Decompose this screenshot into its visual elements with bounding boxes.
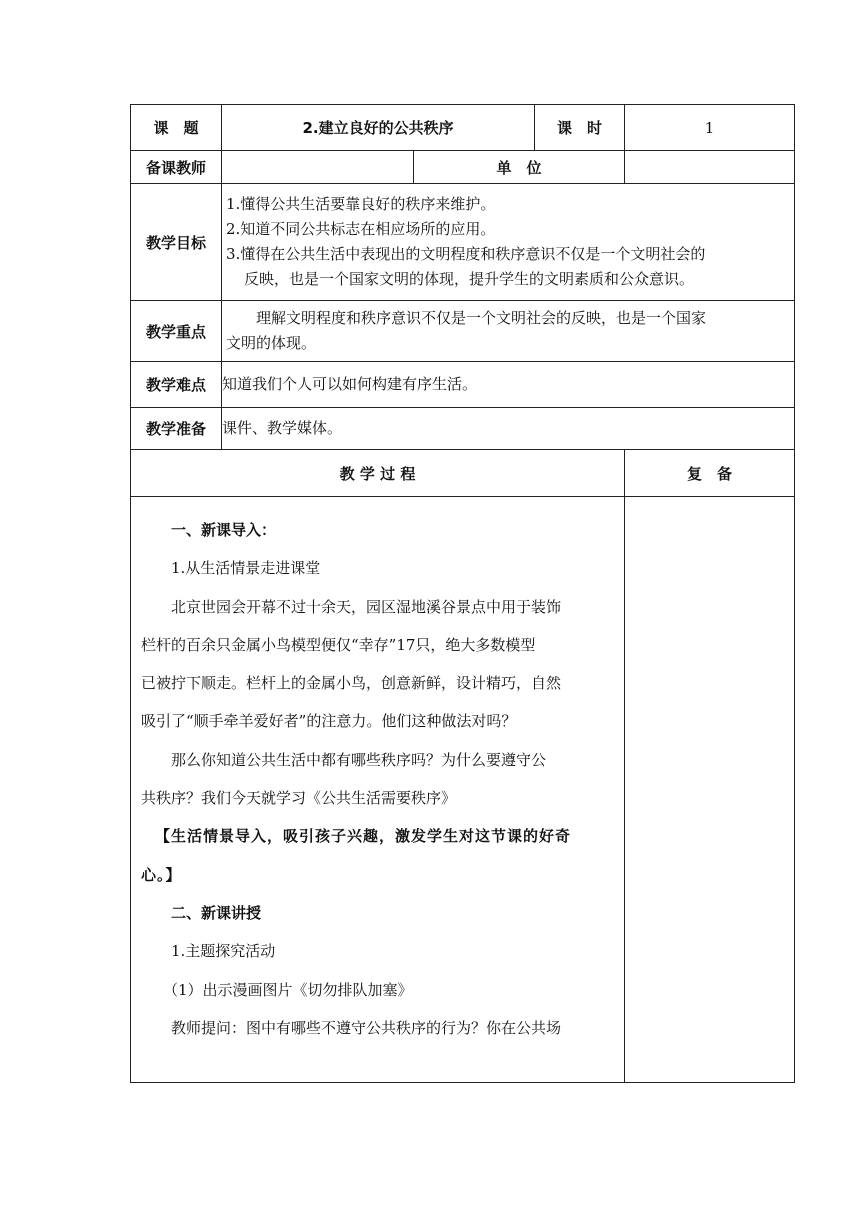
key-points-content xyxy=(222,301,795,362)
objectives-content xyxy=(222,184,795,301)
lesson-plan-table xyxy=(130,104,795,1083)
preparation-text: 课件、教学媒体。 xyxy=(222,408,795,450)
process-line: 1.从生活情景走进课堂 xyxy=(171,559,321,578)
objectives-row xyxy=(131,184,795,301)
key-points-label: 教学重点 xyxy=(131,301,222,362)
objective-item-2: 2.知道不同公共标志在相应场所的应用。 xyxy=(226,220,496,238)
key-points-line-1: 理解文明程度和秩序意识不仅是一个文明社会的反映，也是一个国家 xyxy=(256,309,707,327)
difficulties-row xyxy=(131,362,795,408)
key-points-row xyxy=(131,301,795,362)
process-line: 已被拧下顺走。栏杆上的金属小鸟，创意新鲜，设计精巧，自然 xyxy=(141,674,562,693)
process-content xyxy=(131,497,625,1083)
unit-label: 单 位 xyxy=(414,151,625,184)
process-line: 1.主题探究活动 xyxy=(171,942,276,961)
process-line: 共秩序？我们今天就学习《公共生活需要秩序》 xyxy=(141,789,457,808)
teacher-label: 备课教师 xyxy=(131,151,222,184)
difficulties-label: 教学难点 xyxy=(131,362,222,408)
process-header: 教 学 过 程 xyxy=(131,450,625,497)
period-label: 课 时 xyxy=(535,105,625,151)
process-line: （1）出示漫画图片《切勿排队加塞》 xyxy=(163,980,413,999)
objective-item-1: 1.懂得公共生活要靠良好的秩序来维护。 xyxy=(226,195,496,213)
key-points-line-2: 文明的体现。 xyxy=(226,334,317,352)
objectives-label: 教学目标 xyxy=(131,184,222,301)
design-note: 【生活情景导入，吸引孩子兴趣，激发学生对这节课的好奇 xyxy=(155,827,572,846)
process-line: 栏杆的百余只金属小鸟模型便仅“幸存”17只，绝大多数模型 xyxy=(141,635,536,654)
topic-row xyxy=(131,105,795,151)
process-line: 吸引了“顺手牵羊爱好者”的注意力。他们这种做法对吗？ xyxy=(141,712,517,731)
teacher-row xyxy=(131,151,795,184)
process-header-row xyxy=(131,450,795,497)
process-row xyxy=(131,497,795,1083)
section-teaching-heading: 二、新课讲授 xyxy=(171,903,262,922)
objective-item-3: 3.懂得在公共生活中表现出的文明程度和秩序意识不仅是一个文明社会的 xyxy=(226,245,706,263)
section-intro-heading: 一、新课导入： xyxy=(171,521,277,539)
teacher-value xyxy=(222,151,414,184)
process-line: 那么你知道公共生活中都有哪些秩序吗？为什么要遵守公 xyxy=(171,750,547,769)
review-column xyxy=(625,497,795,1083)
difficulties-text: 知道我们个人可以如何构建有序生活。 xyxy=(222,362,795,408)
process-line: 北京世园会开幕不过十余天，园区湿地溪谷景点中用于装饰 xyxy=(171,597,562,616)
preparation-row xyxy=(131,408,795,450)
design-note-cont: 心。】 xyxy=(141,865,182,884)
objective-item-3-cont: 反映，也是一个国家文明的体现，提升学生的文明素质和公众意识。 xyxy=(244,270,695,288)
review-header: 复 备 xyxy=(625,450,795,497)
process-line: 教师提问：图中有哪些不遵守公共秩序的行为？你在公共场 xyxy=(171,1018,562,1037)
period-value: 1 xyxy=(625,105,795,151)
topic-label: 课 题 xyxy=(131,105,222,151)
unit-value xyxy=(625,151,795,184)
preparation-label: 教学准备 xyxy=(131,408,222,450)
topic-value: 2.建立良好的公共秩序 xyxy=(222,105,535,151)
